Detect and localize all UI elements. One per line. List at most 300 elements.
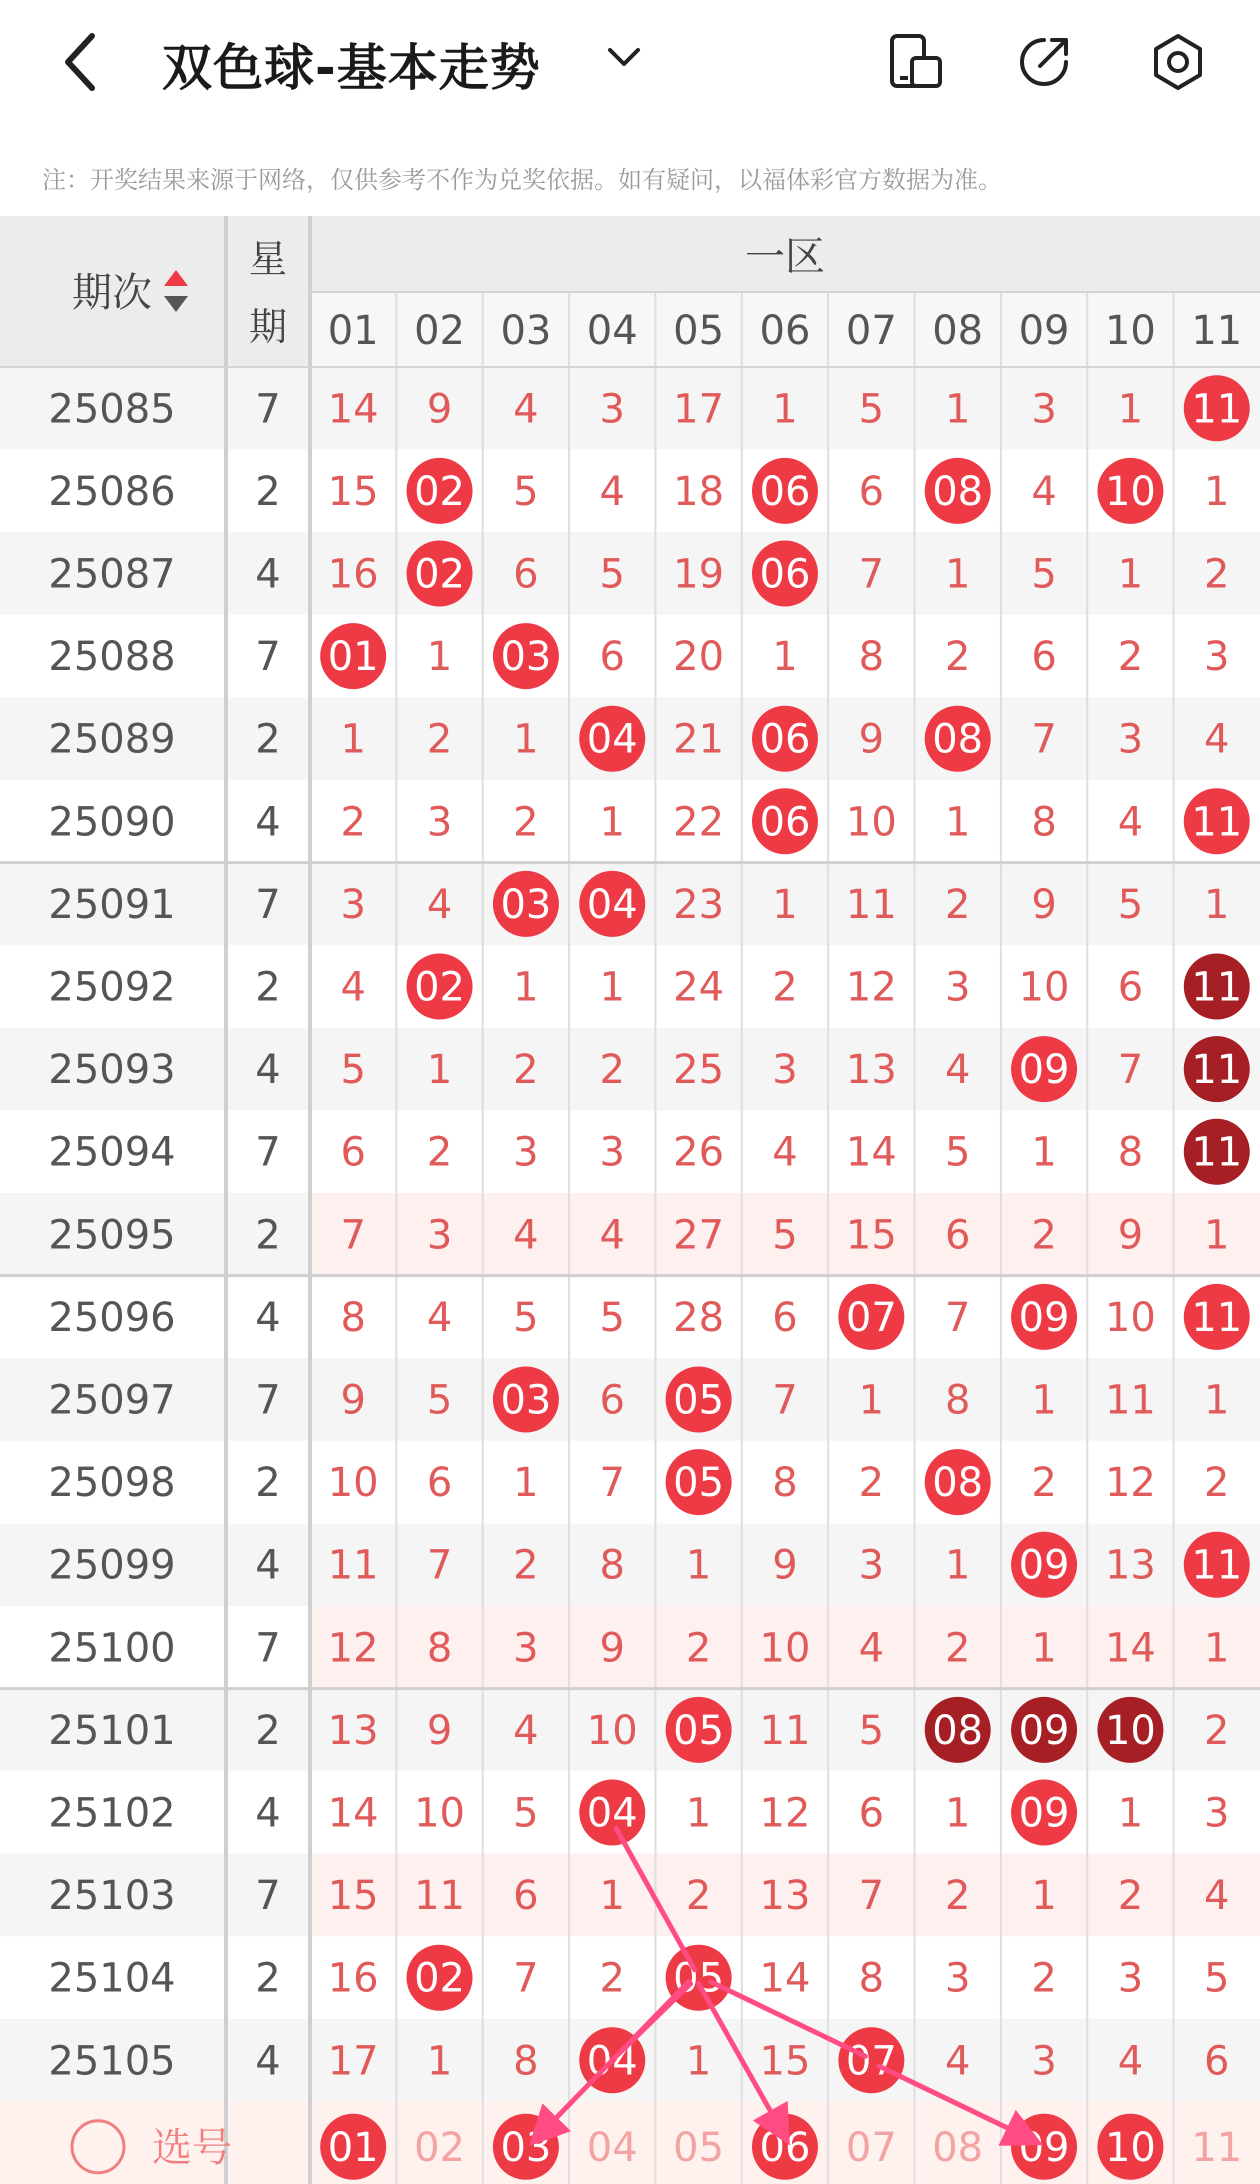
miss-count: 14 xyxy=(327,386,379,433)
miss-count: 4 xyxy=(513,386,539,433)
svg-text:10: 10 xyxy=(1104,2124,1156,2171)
miss-count: 3 xyxy=(944,1955,971,2002)
miss-count: 5 xyxy=(1117,881,1144,928)
drawn-number: 10 xyxy=(1104,468,1156,515)
miss-count: 7 xyxy=(858,1873,885,1920)
miss-count: 1 xyxy=(340,716,366,763)
drawn-number: 06 xyxy=(759,799,811,846)
select-ball-06[interactable] xyxy=(752,2114,818,2180)
miss-count: 12 xyxy=(845,964,897,1011)
drawn-number: 11 xyxy=(1191,1129,1243,1176)
miss-count: 12 xyxy=(759,1790,811,1837)
row-bg xyxy=(0,367,1260,450)
select-ball-02[interactable] xyxy=(414,2125,465,2171)
miss-count: 2 xyxy=(1031,1460,1057,1507)
week-cell: 7 xyxy=(255,1873,281,1920)
miss-count: 1 xyxy=(1031,1129,1057,1176)
miss-count: 19 xyxy=(673,551,725,598)
drawn-number: 08 xyxy=(932,1460,984,1507)
miss-count: 7 xyxy=(340,1212,366,1259)
miss-count: 6 xyxy=(599,634,625,681)
miss-count: 3 xyxy=(513,1129,539,1176)
drawn-number: 06 xyxy=(759,551,811,598)
miss-count: 1 xyxy=(685,2038,712,2085)
issue-cell: 25092 xyxy=(48,964,176,1011)
number-header-10: 10 xyxy=(1104,308,1156,354)
miss-count: 4 xyxy=(340,964,366,1011)
select-ball-07[interactable] xyxy=(846,2125,897,2171)
drawn-number: 09 xyxy=(1018,1294,1070,1341)
drawn-number: 10 xyxy=(1104,1707,1156,1754)
miss-count: 11 xyxy=(327,1542,379,1589)
miss-count: 11 xyxy=(759,1707,811,1754)
miss-count: 1 xyxy=(1204,1625,1230,1672)
miss-count: 11 xyxy=(1104,1377,1156,1424)
svg-text:09: 09 xyxy=(1018,2124,1070,2171)
miss-count: 14 xyxy=(759,1955,811,2002)
week-cell: 2 xyxy=(255,1212,281,1259)
drawn-number: 11 xyxy=(1191,799,1243,846)
miss-count: 10 xyxy=(1104,1294,1156,1341)
miss-count: 6 xyxy=(513,1873,539,1920)
miss-count: 6 xyxy=(1031,634,1057,681)
miss-count: 1 xyxy=(858,1377,885,1424)
number-header-04: 04 xyxy=(586,308,638,354)
svg-text:11: 11 xyxy=(1191,2124,1243,2171)
miss-count: 14 xyxy=(327,1790,379,1837)
row-bg xyxy=(0,945,1260,1028)
drawn-number: 11 xyxy=(1191,1047,1243,1094)
miss-count: 1 xyxy=(1031,1873,1057,1920)
miss-count: 5 xyxy=(513,1790,539,1837)
select-ball-10[interactable] xyxy=(1097,2114,1163,2180)
miss-count: 2 xyxy=(426,716,453,763)
miss-count: 8 xyxy=(858,634,885,681)
drawn-number: 06 xyxy=(759,716,811,763)
drawn-number: 08 xyxy=(932,468,984,515)
miss-count: 5 xyxy=(858,1707,885,1754)
miss-count: 1 xyxy=(685,1790,712,1837)
week-cell: 4 xyxy=(255,1542,281,1589)
miss-count: 2 xyxy=(1117,1873,1144,1920)
miss-count: 13 xyxy=(1104,1542,1156,1589)
number-header-08: 08 xyxy=(932,308,984,354)
miss-count: 1 xyxy=(944,1790,971,1837)
select-ball-04[interactable] xyxy=(587,2125,638,2171)
drawn-number: 05 xyxy=(673,1460,725,1507)
svg-text:02: 02 xyxy=(414,2124,465,2171)
week-header-1: 星 xyxy=(248,237,288,281)
number-header-11: 11 xyxy=(1191,308,1243,354)
issue-cell: 25099 xyxy=(48,1542,176,1589)
miss-count: 3 xyxy=(513,1625,539,1672)
miss-count: 5 xyxy=(599,1294,625,1341)
miss-count: 20 xyxy=(673,634,725,681)
miss-count: 8 xyxy=(599,1542,625,1589)
row-bg xyxy=(0,1936,1260,2019)
issue-cell: 25093 xyxy=(48,1047,176,1094)
row-bg xyxy=(0,1441,1260,1524)
miss-count: 3 xyxy=(1204,634,1230,681)
select-ball-11[interactable] xyxy=(1191,2125,1242,2171)
miss-count: 8 xyxy=(426,1625,453,1672)
miss-count: 8 xyxy=(340,1294,366,1341)
miss-count: 15 xyxy=(759,2038,811,2085)
zone-header: 一区 xyxy=(745,234,825,280)
miss-count: 4 xyxy=(1204,1873,1230,1920)
miss-count: 1 xyxy=(1031,1625,1057,1672)
miss-count: 6 xyxy=(426,1460,453,1507)
issue-cell: 25098 xyxy=(48,1460,176,1507)
miss-count: 2 xyxy=(599,1955,625,2002)
miss-count: 4 xyxy=(599,468,625,515)
miss-count: 16 xyxy=(327,1955,379,2002)
miss-count: 1 xyxy=(944,799,971,846)
miss-count: 12 xyxy=(1104,1460,1156,1507)
issue-cell: 25096 xyxy=(48,1294,176,1341)
miss-count: 4 xyxy=(1117,799,1144,846)
row-bg xyxy=(0,532,1260,615)
miss-count: 2 xyxy=(685,1873,712,1920)
miss-count: 3 xyxy=(1117,716,1144,763)
miss-count: 1 xyxy=(1117,386,1144,433)
issue-cell: 25087 xyxy=(48,551,176,598)
miss-count: 1 xyxy=(1117,1790,1144,1837)
week-cell: 4 xyxy=(255,1294,281,1341)
issue-cell: 25095 xyxy=(48,1212,176,1259)
miss-count: 7 xyxy=(944,1294,971,1341)
row-bg xyxy=(0,1358,1260,1441)
miss-count: 17 xyxy=(327,2038,379,2085)
number-header-09: 09 xyxy=(1018,308,1070,354)
miss-count: 1 xyxy=(1117,551,1144,598)
row-bg xyxy=(0,1110,1260,1193)
svg-text:03: 03 xyxy=(500,2124,552,2171)
miss-count: 3 xyxy=(858,1542,885,1589)
miss-count: 8 xyxy=(1031,799,1057,846)
miss-count: 4 xyxy=(858,1625,885,1672)
miss-count: 1 xyxy=(1204,468,1230,515)
miss-count: 4 xyxy=(513,1212,539,1259)
week-cell: 2 xyxy=(255,1955,281,2002)
miss-count: 1 xyxy=(426,1047,453,1094)
miss-count: 2 xyxy=(685,1625,712,1672)
miss-count: 6 xyxy=(944,1212,971,1259)
issue-cell: 25100 xyxy=(48,1625,176,1672)
miss-count: 2 xyxy=(944,1873,971,1920)
drawn-number: 07 xyxy=(845,2038,897,2085)
miss-count: 10 xyxy=(845,799,897,846)
select-ball-08[interactable] xyxy=(932,2125,983,2171)
miss-count: 2 xyxy=(944,1625,971,1672)
week-cell: 2 xyxy=(255,468,281,515)
miss-count: 15 xyxy=(845,1212,897,1259)
miss-count: 5 xyxy=(944,1129,971,1176)
week-cell: 2 xyxy=(255,716,281,763)
drawn-number: 08 xyxy=(932,1707,984,1754)
drawn-number: 03 xyxy=(500,634,552,681)
miss-count: 1 xyxy=(1204,1377,1230,1424)
issue-cell: 25104 xyxy=(48,1955,176,2002)
miss-count: 7 xyxy=(1117,1047,1144,1094)
drawn-number: 03 xyxy=(500,881,552,928)
miss-count: 6 xyxy=(340,1129,366,1176)
miss-count: 1 xyxy=(426,634,453,681)
miss-count: 10 xyxy=(414,1790,465,1837)
select-ball-01[interactable] xyxy=(320,2114,386,2180)
miss-count: 4 xyxy=(772,1129,798,1176)
row-bg xyxy=(0,615,1260,698)
miss-count: 2 xyxy=(944,634,971,681)
drawn-number: 04 xyxy=(586,881,638,928)
miss-count: 2 xyxy=(340,799,366,846)
miss-count: 1 xyxy=(1204,881,1230,928)
drawn-number: 03 xyxy=(500,1377,552,1424)
miss-count: 14 xyxy=(1104,1625,1156,1672)
miss-count: 5 xyxy=(1204,1955,1230,2002)
drawn-number: 11 xyxy=(1191,964,1243,1011)
miss-count: 1 xyxy=(1204,1212,1230,1259)
miss-count: 12 xyxy=(327,1625,379,1672)
week-cell: 4 xyxy=(255,551,281,598)
drawn-number: 01 xyxy=(327,634,379,681)
select-ball-09[interactable] xyxy=(1011,2114,1077,2180)
drawn-number: 11 xyxy=(1191,1294,1243,1341)
week-cell: 7 xyxy=(255,1377,281,1424)
week-cell: 4 xyxy=(255,1047,281,1094)
disclaimer-note: 注：开奖结果来源于网络，仅供参考不作为兑奖依据。如有疑问，以福体彩官方数据为准。 xyxy=(42,166,1002,194)
week-cell: 2 xyxy=(255,1460,281,1507)
miss-count: 15 xyxy=(327,468,379,515)
number-header-03: 03 xyxy=(500,308,552,354)
miss-count: 8 xyxy=(1117,1129,1144,1176)
miss-count: 2 xyxy=(513,799,539,846)
number-header-02: 02 xyxy=(414,308,465,354)
drawn-number: 02 xyxy=(414,551,465,598)
page-title[interactable]: 双色球-基本走势 xyxy=(162,39,541,97)
miss-count: 3 xyxy=(1031,2038,1057,2085)
miss-count: 3 xyxy=(1204,1790,1230,1837)
miss-count: 5 xyxy=(513,468,539,515)
miss-count: 13 xyxy=(327,1707,379,1754)
miss-count: 13 xyxy=(845,1047,897,1094)
miss-count: 1 xyxy=(772,881,798,928)
miss-count: 9 xyxy=(340,1377,366,1424)
miss-count: 8 xyxy=(513,2038,539,2085)
miss-count: 7 xyxy=(772,1377,798,1424)
miss-count: 1 xyxy=(944,551,971,598)
miss-count: 17 xyxy=(673,386,725,433)
issue-cell: 25086 xyxy=(48,468,176,515)
miss-count: 7 xyxy=(426,1542,453,1589)
miss-count: 3 xyxy=(1031,386,1057,433)
row-bg xyxy=(0,780,1260,863)
miss-count: 18 xyxy=(673,468,725,515)
miss-count: 2 xyxy=(772,964,798,1011)
number-header-06: 06 xyxy=(759,308,811,354)
week-cell: 7 xyxy=(255,634,281,681)
miss-count: 6 xyxy=(1117,964,1144,1011)
miss-count: 7 xyxy=(1031,716,1057,763)
issue-header[interactable]: 期次 xyxy=(72,270,152,316)
miss-count: 2 xyxy=(1117,634,1144,681)
miss-count: 1 xyxy=(599,964,625,1011)
issue-cell: 25090 xyxy=(48,799,176,846)
miss-count: 11 xyxy=(414,1873,465,1920)
issue-cell: 25097 xyxy=(48,1377,176,1424)
drawn-number: 11 xyxy=(1191,1542,1243,1589)
miss-count: 1 xyxy=(599,799,625,846)
drawn-number: 04 xyxy=(586,2038,638,2085)
miss-count: 1 xyxy=(513,964,539,1011)
miss-count: 4 xyxy=(1204,716,1230,763)
svg-text:07: 07 xyxy=(845,2124,897,2171)
miss-count: 1 xyxy=(685,1542,712,1589)
miss-count: 10 xyxy=(586,1707,638,1754)
miss-count: 6 xyxy=(513,551,539,598)
issue-cell: 25091 xyxy=(48,881,176,928)
miss-count: 2 xyxy=(858,1460,885,1507)
week-cell: 4 xyxy=(255,799,281,846)
miss-count: 9 xyxy=(858,716,885,763)
miss-count: 3 xyxy=(340,881,366,928)
miss-count: 4 xyxy=(1031,468,1057,515)
miss-count: 10 xyxy=(759,1625,811,1672)
miss-count: 3 xyxy=(599,1129,625,1176)
svg-text:06: 06 xyxy=(759,2124,811,2171)
issue-cell: 25094 xyxy=(48,1129,176,1176)
miss-count: 14 xyxy=(845,1129,897,1176)
miss-count: 5 xyxy=(340,1047,366,1094)
miss-count: 13 xyxy=(759,1873,811,1920)
miss-count: 23 xyxy=(673,881,725,928)
miss-count: 1 xyxy=(513,1460,539,1507)
week-cell: 7 xyxy=(255,1625,281,1672)
row-bg xyxy=(0,450,1260,533)
miss-count: 2 xyxy=(513,1542,539,1589)
miss-count: 1 xyxy=(1031,1377,1057,1424)
miss-count: 9 xyxy=(426,1707,453,1754)
issue-cell: 25089 xyxy=(48,716,176,763)
miss-count: 27 xyxy=(673,1212,725,1259)
drawn-number: 08 xyxy=(932,716,984,763)
drawn-number: 11 xyxy=(1191,386,1243,433)
miss-count: 2 xyxy=(426,1129,453,1176)
miss-count: 11 xyxy=(845,881,897,928)
miss-count: 5 xyxy=(772,1212,798,1259)
svg-text:08: 08 xyxy=(932,2124,984,2171)
miss-count: 1 xyxy=(772,634,798,681)
miss-count: 4 xyxy=(1117,2038,1144,2085)
week-header-2: 期 xyxy=(248,305,288,349)
miss-count: 7 xyxy=(599,1460,625,1507)
miss-count: 4 xyxy=(599,1212,625,1259)
miss-count: 2 xyxy=(1204,551,1230,598)
miss-count: 2 xyxy=(1204,1707,1230,1754)
miss-count: 2 xyxy=(513,1047,539,1094)
drawn-number: 06 xyxy=(759,468,811,515)
issue-cell: 25088 xyxy=(48,634,176,681)
miss-count: 1 xyxy=(599,1873,625,1920)
miss-count: 3 xyxy=(599,386,625,433)
number-header-07: 07 xyxy=(845,308,897,354)
drawn-number: 09 xyxy=(1018,1707,1070,1754)
miss-count: 3 xyxy=(426,1212,453,1259)
week-cell: 2 xyxy=(255,964,281,1011)
drawn-number: 05 xyxy=(673,1377,725,1424)
miss-count: 28 xyxy=(673,1294,725,1341)
miss-count: 4 xyxy=(426,881,453,928)
drawn-number: 02 xyxy=(414,1955,465,2002)
week-cell: 7 xyxy=(255,1129,281,1176)
drawn-number: 09 xyxy=(1018,1790,1070,1837)
drawn-number: 05 xyxy=(673,1707,725,1754)
week-cell: 4 xyxy=(255,2038,281,2085)
drawn-number: 09 xyxy=(1018,1542,1070,1589)
svg-text:05: 05 xyxy=(673,2124,725,2171)
miss-count: 6 xyxy=(772,1294,798,1341)
miss-count: 10 xyxy=(1018,964,1070,1011)
miss-count: 9 xyxy=(426,386,453,433)
drawn-number: 05 xyxy=(673,1955,725,2002)
miss-count: 2 xyxy=(944,881,971,928)
select-ball-05[interactable] xyxy=(673,2125,724,2171)
drawn-number: 02 xyxy=(414,964,465,1011)
miss-count: 9 xyxy=(1117,1212,1144,1259)
miss-count: 26 xyxy=(673,1129,725,1176)
miss-count: 5 xyxy=(858,386,885,433)
miss-count: 1 xyxy=(772,386,798,433)
issue-cell: 25085 xyxy=(48,386,176,433)
miss-count: 5 xyxy=(426,1377,453,1424)
miss-count: 8 xyxy=(772,1460,798,1507)
miss-count: 6 xyxy=(599,1377,625,1424)
svg-text:04: 04 xyxy=(586,2124,638,2171)
miss-count: 6 xyxy=(858,1790,885,1837)
drawn-number: 09 xyxy=(1018,1047,1070,1094)
select-label[interactable]: 选号 xyxy=(152,2124,232,2171)
miss-count: 6 xyxy=(858,468,885,515)
number-header-05: 05 xyxy=(673,308,725,354)
miss-count: 9 xyxy=(1031,881,1057,928)
miss-count: 1 xyxy=(513,716,539,763)
miss-count: 22 xyxy=(673,799,725,846)
week-cell: 2 xyxy=(255,1707,281,1754)
drawn-number: 04 xyxy=(586,716,638,763)
miss-count: 7 xyxy=(513,1955,539,2002)
miss-count: 21 xyxy=(673,716,725,763)
miss-count: 10 xyxy=(327,1460,379,1507)
miss-count: 15 xyxy=(327,1873,379,1920)
svg-text:01: 01 xyxy=(327,2124,379,2171)
miss-count: 2 xyxy=(1204,1460,1230,1507)
miss-count: 5 xyxy=(1031,551,1057,598)
miss-count: 5 xyxy=(513,1294,539,1341)
miss-count: 3 xyxy=(1117,1955,1144,2002)
drawn-number: 07 xyxy=(845,1294,897,1341)
miss-count: 4 xyxy=(513,1707,539,1754)
miss-count: 8 xyxy=(944,1377,971,1424)
miss-count: 3 xyxy=(772,1047,798,1094)
miss-count: 1 xyxy=(426,2038,453,2085)
miss-count: 25 xyxy=(673,1047,725,1094)
miss-count: 1 xyxy=(944,1542,971,1589)
miss-count: 8 xyxy=(858,1955,885,2002)
miss-count: 2 xyxy=(1031,1955,1057,2002)
miss-count: 9 xyxy=(599,1625,625,1672)
issue-cell: 25103 xyxy=(48,1873,176,1920)
miss-count: 3 xyxy=(944,964,971,1011)
